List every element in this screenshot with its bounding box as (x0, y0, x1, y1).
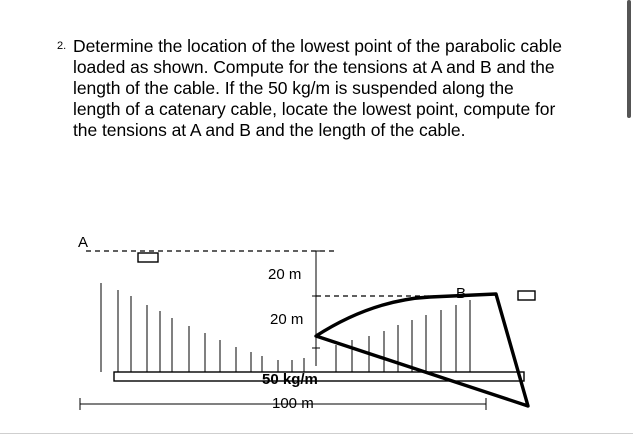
small-box-icon (518, 291, 535, 300)
small-box-icon (138, 253, 158, 262)
dimension-lower-label: 20 m (270, 311, 304, 328)
span-label: 100 m (272, 395, 314, 412)
dimension-upper-label: 20 m (268, 266, 302, 283)
problem-line-1: Determine the location of the lowest point of the parabolic cable (73, 36, 562, 56)
problem-line-5: the tensions at A and B and the length of the cable. (73, 120, 466, 140)
problem-number: 2. (57, 40, 67, 52)
bottom-divider (0, 433, 633, 434)
support-b-label: B (456, 285, 467, 302)
problem-line-2: loaded as shown. Compute for the tensions at A and B and the (73, 57, 555, 77)
problem-line-3: length of the cable. If the 50 kg/m is suspended along the (73, 78, 514, 98)
load-label: 50 kg/m (262, 371, 318, 388)
deck-beam (114, 372, 524, 381)
cable-outline (316, 294, 528, 406)
problem-line-4: length of a catenary cable, locate the lowest point, compute for (73, 99, 556, 119)
support-a-label: A (78, 234, 89, 251)
